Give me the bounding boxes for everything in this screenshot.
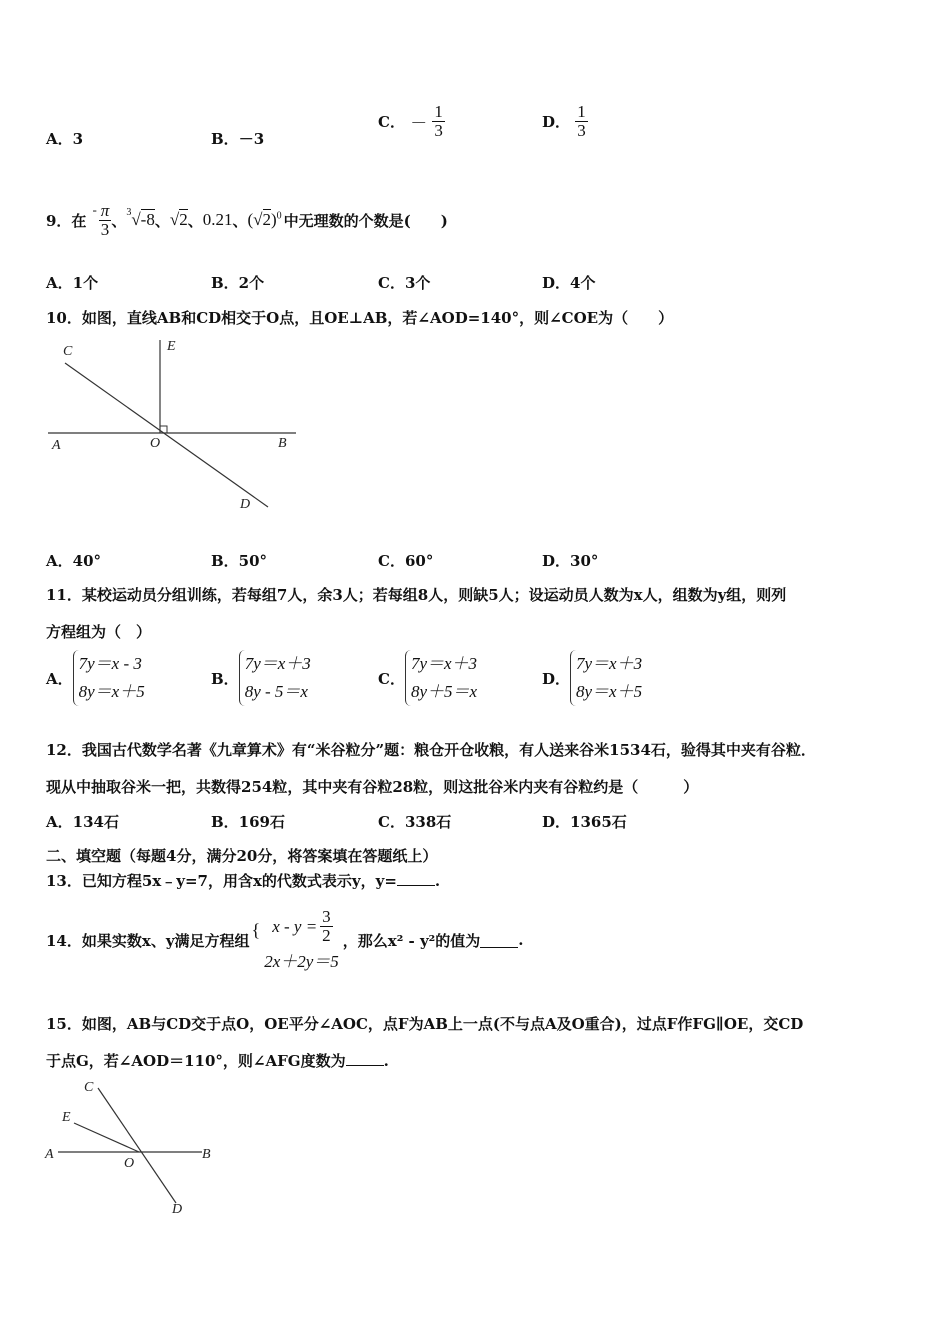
q10-stem: 10．如图，直线AB和CD相交于O点，且OE⊥AB，若∠AOD=140°，则∠COE为（ ） [46,309,674,327]
q10-label-d: D [240,497,251,512]
q9-stem: 9．在 - $\frac{\pi}{3}$ 、 $^3$√-8 、 √2 、 0.21 、 $(√2)^0$ 中无理数的个数是( ) [46,200,448,239]
q11-option-b: B． 7y＝x＋3 8y - 5＝x [211,650,311,706]
q15-figure [40,1073,230,1223]
q11-option-c: C． 7y＝x＋3 8y＋5＝x [378,650,477,706]
q10-option-c: C．60° [378,552,434,570]
q10-label-o: O [150,436,161,451]
q9-option-a: A．1个 [46,274,99,292]
q11-stem-line2: 方程组为（ ） [46,623,152,641]
q9-option-b: B．2个 [211,274,265,292]
q15-answer-blank[interactable] [346,1051,384,1066]
q9-cube-root: $^3$√-8 [126,207,155,229]
q10-label-c: C [63,344,73,359]
q11-stem-line1: 11．某校运动员分组训练，若每组7人，余3人；若每组8人，则缺5人；设运动员人数为x人，组数为y组，则列 [46,586,787,604]
q8-option-c: C． － $\frac{1}{3}$ [378,102,443,140]
q15-stem-line1: 15．如图，AB与CD交于点O，OE平分∠AOC，点F为AB上一点(不与点A及O重合)，过点F作FG∥OE，交CD [46,1015,804,1033]
q15-label-c: C [84,1080,94,1095]
q10-label-e: E [167,339,176,354]
q14-system: x - y = $\frac{3}{2}$ 2x＋2y＝5 [264,907,339,971]
q11-d-system: 7y＝x＋3 8y＝x＋5 [570,650,642,706]
q12-stem-line1: 12．我国古代数学名著《九章算术》有“米谷粒分”题：粮仓开仓收粮，有人送来谷米1534石，验得其中夹有谷粒． [46,741,816,759]
q9-option-c: C．3个 [378,274,431,292]
q9-option-d: D．4个 [542,274,596,292]
q10-option-b: B．50° [211,552,268,570]
q12-option-b: B．169石 [211,813,285,831]
q12-option-a: A．134石 [46,813,119,831]
q11-b-system: 7y＝x＋3 8y - 5＝x [239,650,311,706]
q15-stem-line2: 于点G，若∠AOD＝110°，则∠AFG度数为 . [46,1052,389,1070]
q9-sqrt2: √2 [169,210,188,229]
q9-power: $(√2)^0$ [247,210,282,229]
q10-option-a: A．40° [46,552,102,570]
q12-option-d: D．1365石 [542,813,627,831]
q14-stem: 14．如果实数x、y满足方程组 { x - y = $\frac{3}{2}$ 2x＋2y＝5 ，那么x² - y²的值为 . [46,907,524,971]
q15-label-e: E [62,1110,71,1125]
q15-label-a: A [45,1147,54,1162]
q15-label-o: O [124,1156,135,1171]
q10-option-d: D．30° [542,552,599,570]
q14-answer-blank[interactable] [480,933,518,948]
q11-option-d: D． 7y＝x＋3 8y＝x＋5 [542,650,642,706]
q15-label-d: D [172,1202,183,1217]
q8-d-fraction: $\frac{1}{3}$ [577,102,586,140]
q12-stem-line2: 现从中抽取谷米一把，共数得254粒，其中夹有谷粒28粒，则这批谷米内夹有谷粒约是（ ） [46,778,699,796]
q8-option-b: B．－3 [211,130,265,148]
q10-label-a: A [52,438,61,453]
q8-c-fraction: $\frac{1}{3}$ [434,102,443,140]
section-heading-fill-in: 二、填空题（每题4分，满分20分，将答案填在答题纸上） [46,847,438,865]
q11-option-a: A． 7y＝x - 3 8y＝x＋5 [46,650,145,706]
q15-label-b: B [202,1147,211,1162]
q11-a-system: 7y＝x - 3 8y＝x＋5 [73,650,145,706]
q13-answer-blank[interactable] [397,871,435,886]
q10-label-b: B [278,436,287,451]
q11-c-system: 7y＝x＋3 8y＋5＝x [405,650,477,706]
q12-option-c: C．338石 [378,813,452,831]
q8-option-d: D． $\frac{1}{3}$ [542,102,586,140]
q10-figure [40,335,310,520]
q9-pi-fraction: $\frac{\pi}{3}$ [100,200,110,239]
q13-stem: 13．已知方程5x﹣y=7，用含x的代数式表示y，y= . [46,872,441,890]
q8-option-a: A．3 [46,130,84,148]
